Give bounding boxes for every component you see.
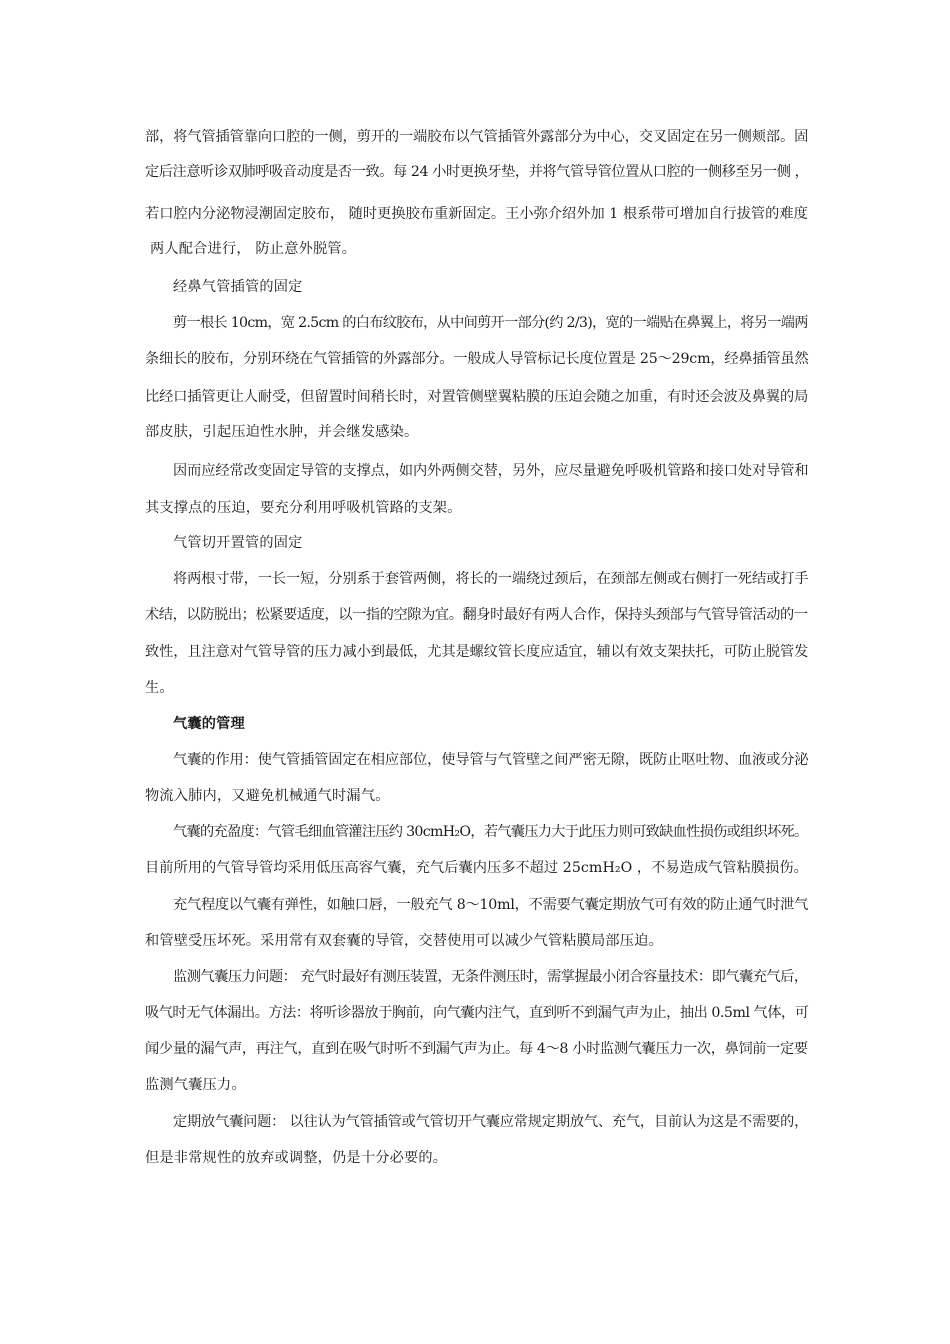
text-line: 吸气时无气体漏出。方法：将听诊器放于胸前，向气囊内注气，直到听不到漏气声为止，抽出 0.5ml 气体，可 [145, 1005, 809, 1021]
text-line: 气囊的作用：使气管插管固定在相应部位，使导管与气管壁之间严密无隙，既防止呕吐物、血液或分泌 [173, 752, 809, 768]
text-line: 其支撑点的压迫，要充分利用呼吸机管路的支架。 [145, 500, 462, 516]
section-heading-nasal: 经鼻气管插管的固定 [173, 279, 303, 295]
section-heading-tracheostomy: 气管切开置管的固定 [173, 535, 303, 551]
text-line: 部皮肤，引起压迫性水肿，并会继发感染。 [145, 424, 419, 440]
text-line: 充气程度以气囊有弹性，如触口唇，一般充气 8～10ml，不需要气囊定期放气可有效的防止通气时泄气 [173, 897, 809, 913]
text-line: 定后注意听诊双肺呼吸音动度是否一致。每 24 小时更换牙垫，并将气管导管位置从口腔的一侧移至另一侧 ， [145, 164, 809, 180]
text-line: 两人配合进行， 防止意外脱管。 [150, 241, 357, 257]
text-line: 生。 [145, 680, 174, 696]
text-line: 致性，且注意对气管导管的压力减小到最低，尤其是螺纹管长度应适宜，辅以有效支架扶托，可防止脱管发 [145, 644, 809, 660]
text-line: 闻少量的漏气声，再注气，直到在吸气时听不到漏气声为止。每 4～8 小时监测气囊压力一次，鼻饲前一定要 [145, 1041, 808, 1057]
text-line: 和管壁受压坏死。采用常有双套囊的导管，交替使用可以减少气管粘膜局部压迫。 [145, 933, 663, 949]
text-line: 术结，以防脱出；松紧要适度，以一指的空隙为宜。翻身时最好有两人合作，保持头颈部与气管导管活动的一 [145, 607, 808, 623]
text-line: 定期放气囊问题： 以往认为气管插管或气管切开气囊应常规定期放气、充气，目前认为这是不需要的， [173, 1114, 809, 1130]
text-line: 部，将气管插管靠向口腔的一侧，剪开的一端胶布以气管插管外露部分为中心，交叉固定在另一侧颊部。固 [145, 129, 809, 145]
text-line: 将两根寸带，一长一短，分别系于套管两侧，将长的一端绕过颈后，在颈部左侧或右侧打一死结或打手 [173, 571, 809, 587]
section-heading-cuff: 气囊的管理 [173, 716, 245, 732]
text-line: 比经口插管更让人耐受，但留置时间稍长时，对置管侧壁翼粘膜的压迫会随之加重，有时还会波及鼻翼的局 [145, 389, 809, 405]
text-line: 但是非常规性的放弃或调整，仍是十分必要的。 [145, 1150, 448, 1166]
text-line: 条细长的胶布，分别环绕在气管插管的外露部分。一般成人导管标记长度位置是 25～29cm，经鼻插管虽然 [145, 351, 809, 367]
text-line: 物流入肺内，又避免机械通气时漏气。 [145, 788, 390, 804]
text-line: 监测气囊压力问题： 充气时最好有测压装置，无条件测压时，需掌握最小闭合容量技术：即气囊充气后， [173, 969, 808, 985]
text-line: 气囊的充盈度：气管毛细血管灌注压约 30cmH₂O，若气囊压力大于此压力则可致缺血性损伤或组织坏死。 [173, 824, 808, 840]
text-line: 若口腔内分泌物浸潮固定胶布， 随时更换胶布重新固定。王小弥介绍外加 1 根系带可增加自行拔管的难度 [145, 206, 808, 222]
text-line: 因而应经常改变固定导管的支撑点，如内外两侧交替，另外，应尽量避免呼吸机管路和接口处对导管和 [173, 463, 809, 479]
text-line: 剪一根长 10cm，宽 2.5cm 的白布纹胶布，从中间剪开一部分(约 2/3)，宽的一端贴在鼻翼上，将另一端两 [173, 315, 808, 331]
text-line: 监测气囊压力。 [145, 1077, 246, 1093]
text-line: 目前所用的气管导管均采用低压高容气囊，充气后囊内压多不超过 25cmH₂O ，不易造成气管粘膜损伤。 [145, 860, 808, 876]
